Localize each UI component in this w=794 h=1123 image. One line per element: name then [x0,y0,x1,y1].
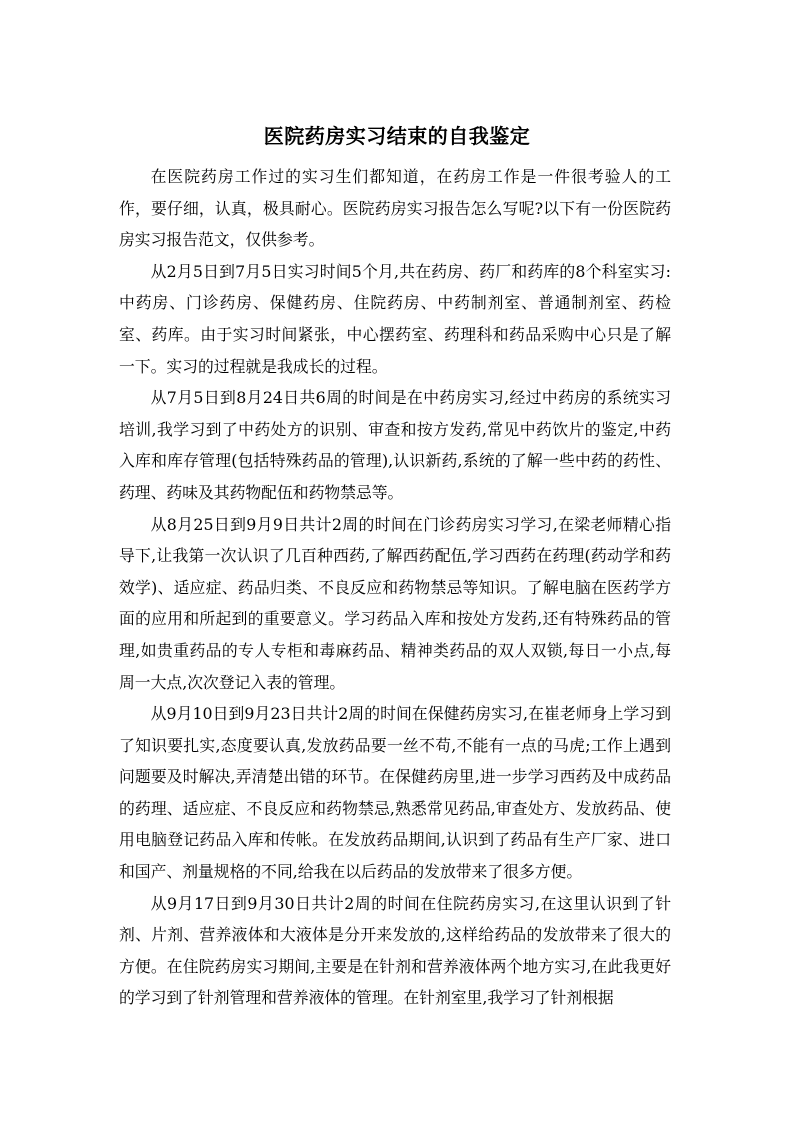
document-body [119,161,671,1014]
paragraph-chinese-pharmacy: 从7月5日到8月24日共6周的时间是在中药房实习,经过中药房的系统实习培训,我学习到了中药处方的识别、审查和按方发药,常见中药饮片的鉴定,中药入库和库存管理(包括特殊药品的管理),认识新药,系统的了解一些中药的药性、药理、药味及其药物配伍和药物禁忌等。 [119,388,671,502]
paragraph-overview: 从2月5日到7月5日实习时间5个月,共在药房、药厂和药库的8个科室实习:中药房、门诊药房、保健药房、住院药房、中药制剂室、普通制剂室、药检室、药库。由于实习时间紧张，中心摆药室、药理科和药品采购中心只是了解一下。实习的过程就是我成长的过程。 [119,261,671,376]
paragraph-intro: 在医院药房工作过的实习生们都知道，在药房工作是一件很考验人的工作，要仔细，认真，极具耐心。医院药房实习报告怎么写呢?以下有一份医院药房实习报告范文，仅供参考。 [119,167,671,250]
document-title: 医院药房实习结束的自我鉴定 [263,124,531,148]
paragraph-outpatient-pharmacy: 从8月25日到9月9日共计2周的时间在门诊药房实习学习,在梁老师精心指导下,让我第一次认识了几百种西药,了解西药配伍,学习西药在药理(药动学和药效学)、适应症、药品归类、不良反应和药物禁忌等知识。了解电脑在医药学方面的应用和所起到的重要意义。学习药品入库和按处方发药,还有特殊药品的管理,如贵重药品的专人专柜和毒麻药品、精神类药品的双人双锁,每日一小点,每周一大点,次次登记入表的管理。 [119,514,671,692]
paragraph-healthcare-pharmacy: 从9月10日到9月23日共计2周的时间在保健药房实习,在崔老师身上学习到了知识要扎实,态度要认真,发放药品要一丝不苟,不能有一点的马虎;工作上遇到问题要及时解决,弄清楚出错的环节。在保健药房里,进一步学习西药及中成药品的药理、适应症、不良反应和药物禁忌,熟悉常见药品,审查处方、发放药品、使用电脑登记药品入库和传帐。在发放药品期间,认识到了药品有生产厂家、进口和国产、剂量规格的不同,给我在以后药品的发放带来了很多方便。 [119,704,671,882]
paragraph-inpatient-pharmacy: 从9月17日到9月30日共计2周的时间在住院药房实习,在这里认识到了针剂、片剂、营养液体和大液体是分开来发放的,这样给药品的发放带来了很大的方便。在住院药房实习期间,主要是在针剂和营养液体两个地方实习,在此我更好的学习到了针剂管理和营养液体的管理。在针剂室里,我学习了针剂根据 [119,893,671,1008]
